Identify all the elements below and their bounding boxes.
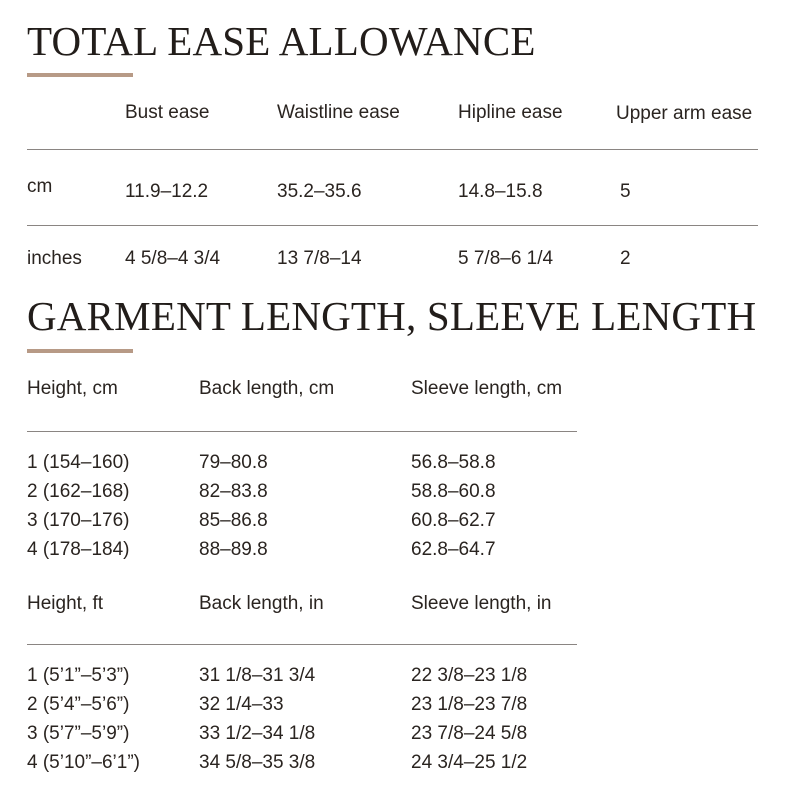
ease-header-hipline: Hipline ease [458,102,563,123]
ease-section-title: TOTAL EASE ALLOWANCE [27,18,536,64]
ease-title-accent-bar [27,73,133,77]
imperial-row-3-sleeve: 23 7/8–24 5/8 [411,723,528,744]
metric-row-3-height: 3 (170–176) [27,510,130,531]
ease-header-divider [27,149,758,150]
metric-header-divider [27,431,577,432]
imperial-header-sleeve-length: Sleeve length, in [411,593,552,614]
length-section-title: GARMENT LENGTH, SLEEVE LENGTH [27,293,757,339]
metric-header-height: Height, cm [27,378,118,399]
metric-header-sleeve-length: Sleeve length, cm [411,378,563,399]
imperial-row-1-back: 31 1/8–31 3/4 [199,665,316,686]
imperial-row-4-sleeve: 24 3/4–25 1/2 [411,752,528,773]
metric-row-1-height: 1 (154–160) [27,452,130,473]
ease-header-bust: Bust ease [125,102,210,123]
ease-row-cm-waistline: 35.2–35.6 [277,181,362,202]
imperial-header-height: Height, ft [27,593,104,614]
imperial-row-2-sleeve: 23 1/8–23 7/8 [411,694,528,715]
metric-row-2-back: 82–83.8 [199,481,268,502]
ease-row-inches-upper-arm: 2 [620,248,631,269]
imperial-row-1-height: 1 (5’1”–5’3”) [27,665,130,686]
imperial-row-1-sleeve: 22 3/8–23 1/8 [411,665,528,686]
imperial-header-divider [27,644,577,645]
ease-row-cm-unit: cm [27,176,53,197]
ease-row-inches-waistline: 13 7/8–14 [277,248,362,269]
metric-row-3-sleeve: 60.8–62.7 [411,510,496,531]
imperial-row-4-back: 34 5/8–35 3/8 [199,752,316,773]
ease-row-inches-bust: 4 5/8–4 3/4 [125,248,221,269]
ease-row-inches-hipline: 5 7/8–6 1/4 [458,248,554,269]
metric-row-4-back: 88–89.8 [199,539,268,560]
ease-row-divider [27,225,758,226]
metric-row-2-height: 2 (162–168) [27,481,130,502]
metric-row-2-sleeve: 58.8–60.8 [411,481,496,502]
ease-header-upper-arm: Upper arm ease [616,103,753,124]
imperial-row-2-height: 2 (5’4”–5’6”) [27,694,130,715]
imperial-row-4-height: 4 (5’10”–6’1”) [27,752,140,773]
ease-row-inches-unit: inches [27,248,82,269]
ease-row-cm-hipline: 14.8–15.8 [458,181,543,202]
metric-row-1-sleeve: 56.8–58.8 [411,452,496,473]
imperial-row-2-back: 32 1/4–33 [199,694,284,715]
metric-row-1-back: 79–80.8 [199,452,268,473]
ease-row-cm-upper-arm: 5 [620,181,631,202]
metric-row-3-back: 85–86.8 [199,510,268,531]
metric-header-back-length: Back length, cm [199,378,335,399]
imperial-row-3-height: 3 (5’7”–5’9”) [27,723,130,744]
ease-row-cm-bust: 11.9–12.2 [125,181,209,202]
ease-header-waistline: Waistline ease [277,102,400,123]
metric-row-4-sleeve: 62.8–64.7 [411,539,496,560]
imperial-row-3-back: 33 1/2–34 1/8 [199,723,316,744]
metric-row-4-height: 4 (178–184) [27,539,130,560]
length-title-accent-bar [27,349,133,353]
imperial-header-back-length: Back length, in [199,593,324,614]
